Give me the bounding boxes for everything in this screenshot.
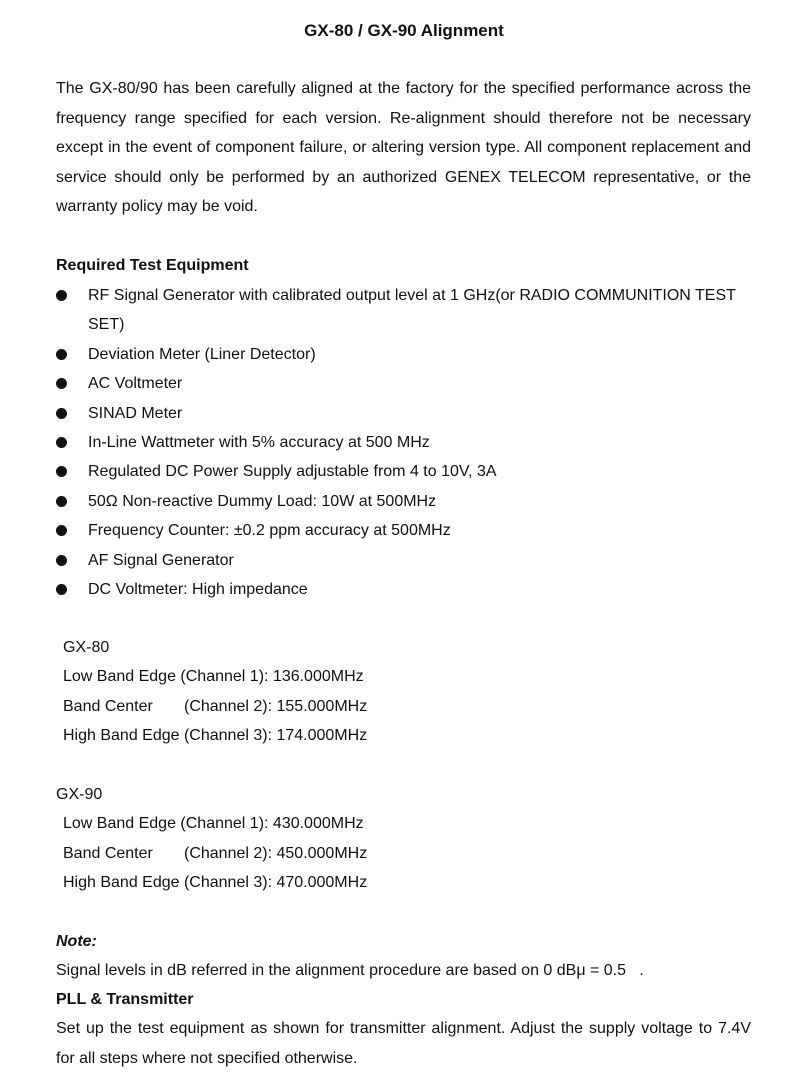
gx90-high-band: High Band Edge (Channel 3): 470.000MHz [63,874,368,891]
gx80-high-band: High Band Edge (Channel 3): 174.000MHz [63,727,368,744]
bullet-icon [56,466,67,477]
gx80-center-band [63,696,367,718]
bullet-icon [56,555,67,566]
bullet-icon [56,496,67,507]
equipment-list [56,281,751,604]
note-text: Signal levels in dB referred in the alignment procedure are based on 0 dBμ = 0.5 . [56,962,644,979]
list-item: AF Signal Generator [56,546,751,575]
bullet-icon [56,584,67,595]
bullet-icon [56,378,67,389]
list-item: Regulated DC Power Supply adjustable from 4 to 10V, 3A [56,457,751,486]
gx90-low-band: Low Band Edge (Channel 1): 430.000MHz [63,815,364,832]
page-title: GX-80 / GX-90 Alignment [304,21,504,40]
gx90-center-label: Band Center [63,845,153,862]
gx80-center-label: Band Center [63,698,153,715]
pll-heading: PLL & Transmitter [56,991,194,1008]
gx90-center-value: (Channel 2): 450.000MHz [184,845,368,862]
list-item: Deviation Meter (Liner Detector) [56,340,751,369]
bullet-icon [56,290,67,301]
list-item: 50Ω Non-reactive Dummy Load: 10W at 500MHz [56,487,751,516]
list-item: In-Line Wattmeter with 5% accuracy at 500 MHz [56,428,751,457]
bullet-icon [56,349,67,360]
list-item: Frequency Counter: ±0.2 ppm accuracy at 500MHz [56,516,751,545]
equipment-heading: Required Test Equipment [56,257,249,274]
list-item: AC Voltmeter [56,369,751,398]
list-item: SINAD Meter [56,399,751,428]
bullet-icon [56,525,67,536]
list-item: DC Voltmeter: High impedance [56,575,751,604]
gx80-heading: GX-80 [63,639,110,656]
gx80-center-value: (Channel 2): 155.000MHz [184,698,368,715]
bullet-icon [56,408,67,419]
gx90-heading: GX-90 [56,786,103,803]
bullet-icon [56,437,67,448]
pll-paragraph: Set up the test equipment as shown for transmitter alignment. Adjust the supply voltage to 7.4V for all steps where not specified otherwise. [56,1020,751,1067]
list-item: RF Signal Generator with calibrated output level at 1 GHz(or RADIO COMMUNITION TEST SET) [56,281,751,340]
note-heading: Note: [56,933,97,950]
intro-paragraph: The GX-80/90 has been carefully aligned at the factory for the specified performance across the frequency range specified for each version. Re-alignment should therefore not be necessary except in the event of component failure, or altering version type. All component replacement and service should only be performed by an authorized GENEX TELECOM representative, or the warranty policy may be void. [56,80,751,216]
gx90-center-band [63,843,367,865]
gx80-low-band: Low Band Edge (Channel 1): 136.000MHz [63,668,364,685]
